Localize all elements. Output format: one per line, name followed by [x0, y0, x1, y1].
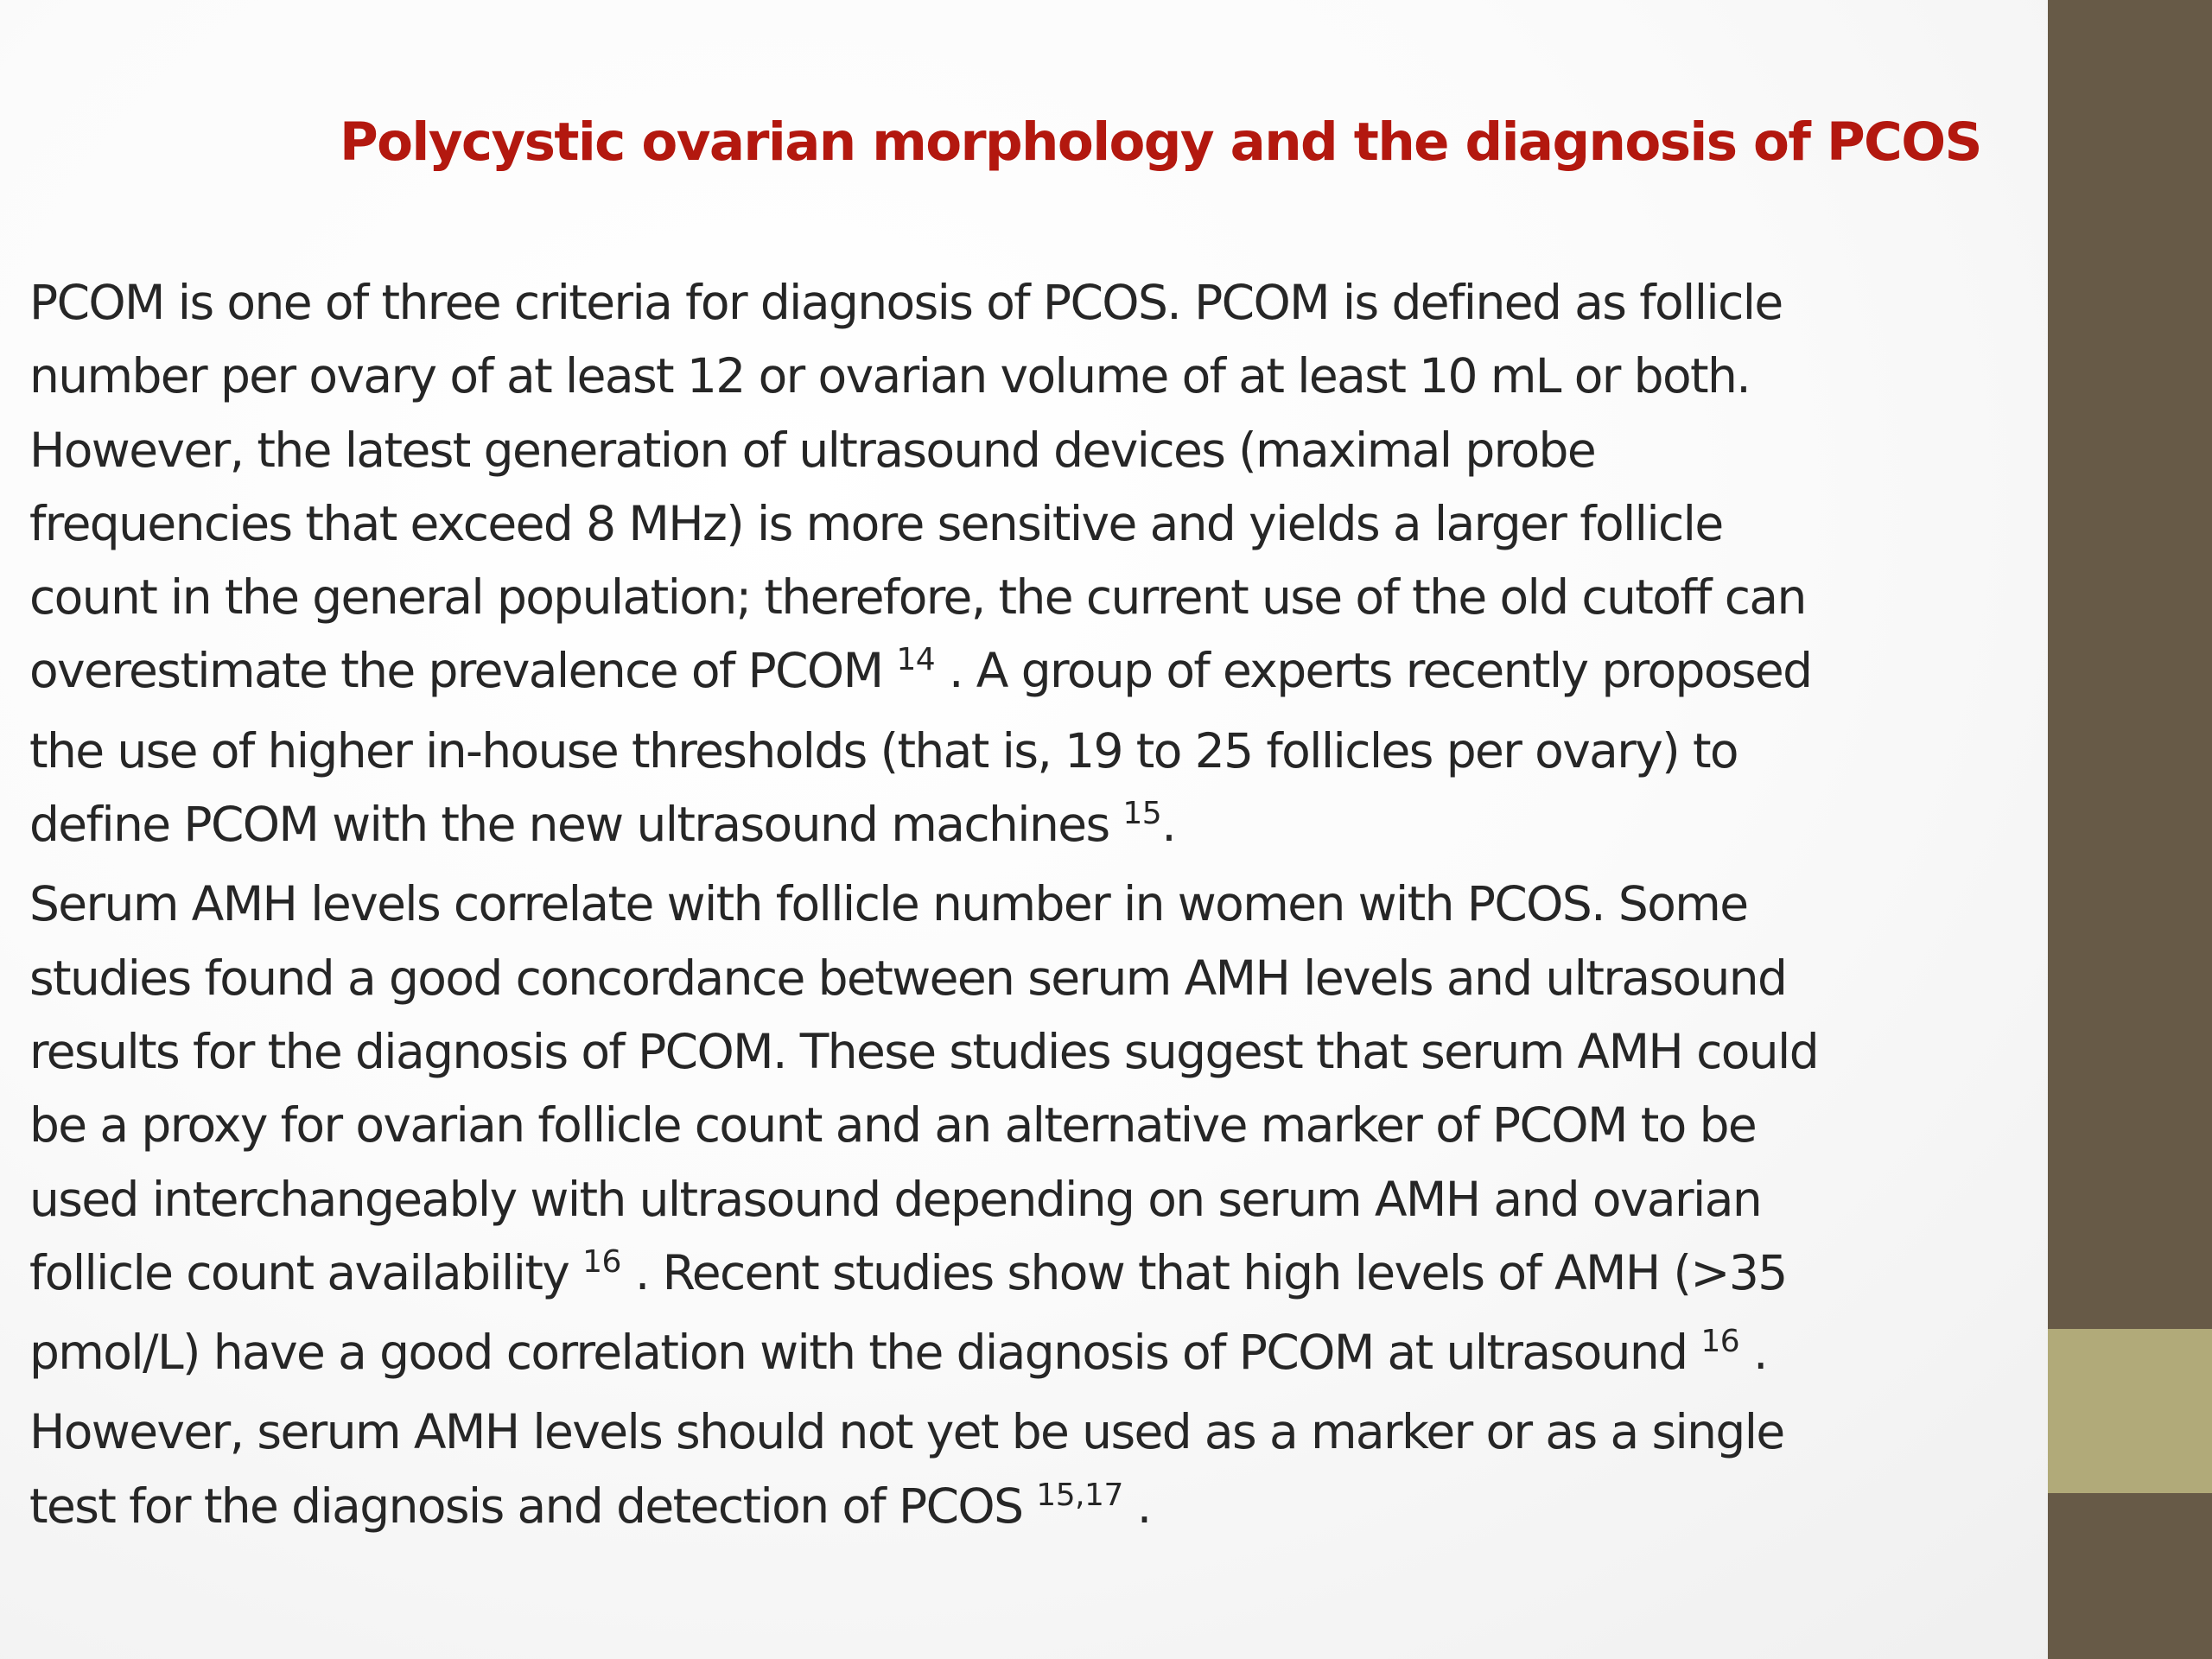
citation-superscript: 16 [582, 1243, 621, 1280]
body-text-run: . [1161, 797, 1176, 853]
body-line [29, 715, 2034, 788]
body-line [29, 561, 2034, 634]
body-text-run: the use of higher in-house thresholds (that is, 19 to 25 follicles per ovary) to [29, 722, 1738, 779]
body-text-run: count in the general population; therefore, the current use of the old cutoff can [29, 569, 1806, 626]
body-line [29, 1236, 2034, 1316]
body-text-run: pmol/L) have a good correlation with the diagnosis of PCOM at ultrasound [29, 1325, 1701, 1381]
body-text-run: define PCOM with the new ultrasound machines [29, 797, 1123, 853]
body-text-run: Serum AMH levels correlate with follicle number in women with PCOS. Some [29, 876, 1748, 932]
body-line [29, 1089, 2034, 1162]
sidebar-accent-band [2048, 1329, 2212, 1493]
body-line [29, 1470, 2034, 1549]
body-text-run: be a proxy for ovarian follicle count and an alternative marker of PCOM to be [29, 1097, 1757, 1154]
body-line [29, 414, 2034, 487]
body-line [29, 266, 2034, 340]
body-line [29, 634, 2034, 714]
body-text-run: studies found a good concordance between serum AMH levels and ultrasound [29, 950, 1787, 1006]
decorative-sidebar [2048, 0, 2212, 1659]
body-text-run: test for the diagnosis and detection of PCOS [29, 1478, 1037, 1534]
body-line [29, 788, 2034, 868]
body-text-run: However, the latest generation of ultrasound devices (maximal probe [29, 422, 1596, 478]
body-text-run: results for the diagnosis of PCOM. These studies suggest that serum AMH could [29, 1023, 1819, 1079]
body-text-run: . [1739, 1325, 1767, 1381]
body-text-run: However, serum AMH levels should not yet be used as a marker or as a single [29, 1404, 1784, 1460]
body-line [29, 487, 2034, 561]
body-text-run: PCOM is one of three criteria for diagnosis of PCOS. PCOM is defined as follicle [29, 275, 1783, 330]
body-text-run: . [1122, 1478, 1151, 1534]
body-text-run: . Recent studies show that high levels of AMH (>35 [620, 1244, 1787, 1300]
body-line [29, 1316, 2034, 1395]
body-line [29, 1163, 2034, 1236]
citation-superscript: 16 [1700, 1324, 1740, 1360]
body-line [29, 340, 2034, 413]
body-text-run: used interchangeably with ultrasound depending on serum AMH and ovarian [29, 1171, 1762, 1227]
citation-superscript: 14 [896, 642, 936, 678]
body-line [29, 942, 2034, 1015]
body-line [29, 1395, 2034, 1469]
body-line [29, 868, 2034, 941]
body-line [29, 1015, 2034, 1089]
body-text-run: number per ovary of at least 12 or ovarian volume of at least 10 mL or both. [29, 348, 1751, 404]
body-text-run: follicle count availability [29, 1244, 583, 1300]
body-text-run: . A group of experts recently proposed [935, 643, 1812, 699]
slide-title: Polycystic ovarian morphology and the diagnosis of PCOS [340, 111, 1981, 173]
slide-body [29, 266, 2034, 1549]
body-text-run: frequencies that exceed 8 MHz) is more sensitive and yields a larger follicle [29, 495, 1723, 551]
citation-superscript: 15,17 [1036, 1477, 1123, 1513]
body-text-run: overestimate the prevalence of PCOM [29, 643, 897, 699]
citation-superscript: 15 [1122, 796, 1162, 832]
